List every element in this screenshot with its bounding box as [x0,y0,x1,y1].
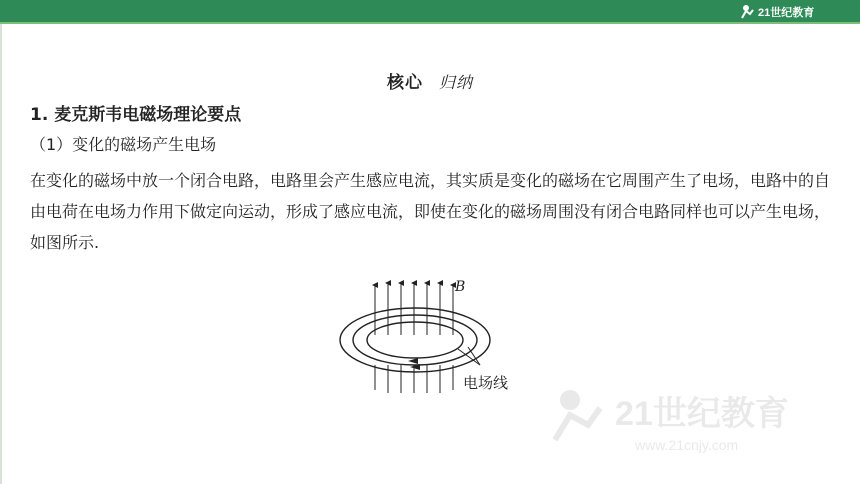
subsection-title: （1）变化的磁场产生电场 [30,135,217,154]
section-title: 1. 麦克斯韦电磁场理论要点 [30,105,242,125]
figure-label-b: B [455,279,466,295]
magnetic-field-lines [375,283,453,393]
logo-text: 21世纪教育 [758,7,815,19]
watermark-url: www.21cnjy.com [635,437,739,453]
left-rule [0,24,2,484]
heading-sub: 归纳 [438,73,473,92]
brand-logo [738,2,828,20]
section-heading [0,68,860,93]
top-banner-stripe [0,22,860,24]
figure-label-field-lines: 电场线 [463,374,509,392]
watermark-text: 21世纪教育 [615,395,789,433]
body-paragraph: 在变化的磁场中放一个闭合电路，电路里会产生感应电流，其实质是变化的磁场在它周围产生了电场，电路中的自由电荷在电场力作用下做定向运动，形成了感应电流，即使在变化的磁场周围没有闭合电路同样也可以产生电场，如图所示. [30,171,831,252]
heading-main: 核心 [386,73,423,93]
watermark-logo [540,370,840,460]
top-banner [0,0,860,22]
